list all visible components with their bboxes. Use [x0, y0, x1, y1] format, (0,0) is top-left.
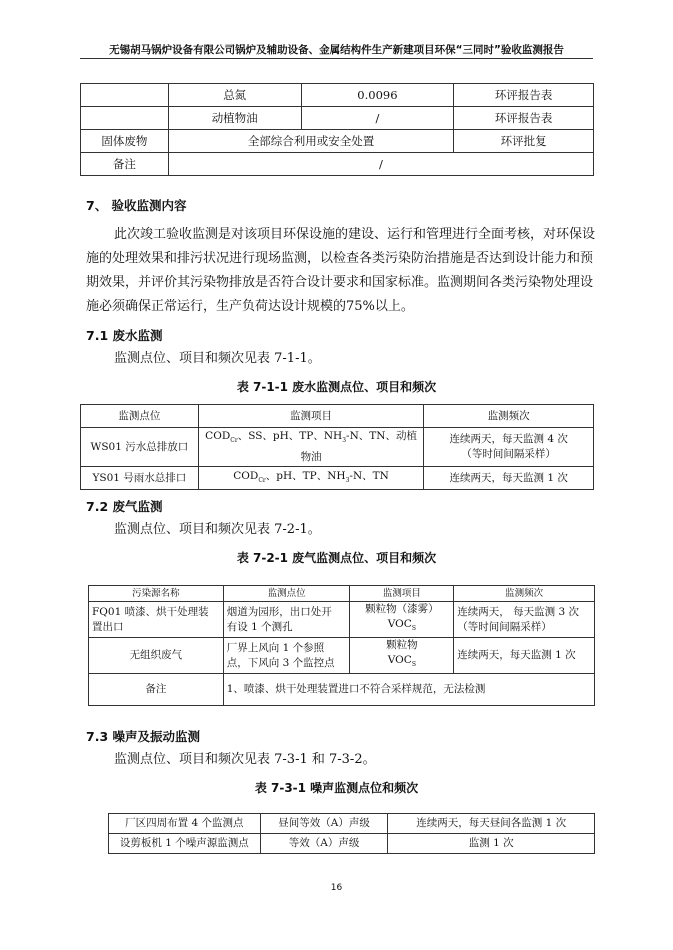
- table-row: [109, 814, 595, 834]
- page-header: 无锡胡马锅炉设备有限公司锅炉及辅助设备、金属结构件生产新建项目环保“三同时”验收监测报告: [109, 44, 564, 56]
- section-7-paragraph: 此次竣工验收监测是对该项目环保设施的建设、运行和管理进行全面考核，对环保设施的处理效果和排污状况进行现场监测，以检查各类污染防治措施是否达到设计能力和预期效果，并评价其污染物排放是否符合设计要求和国家标准。监测期间各类污染物处理设施必须确保正常运行，生产负荷达设计规模的75%以上。: [86, 227, 596, 314]
- table-header-row: [89, 586, 595, 602]
- exhaust-gas-monitoring-table: [88, 585, 595, 706]
- table-cell: 备注: [81, 153, 169, 176]
- remark-label: 备注: [89, 674, 224, 706]
- remark-text: 1、喷漆、烘干处理装置进口不符合采样规范，无法检测: [223, 674, 594, 706]
- page-number: 16: [330, 883, 343, 893]
- monitoring-frequency: 连续两天，每天昼间各监测 1 次: [388, 814, 595, 834]
- section-7-1-heading: 7.1 废水监测: [86, 328, 163, 343]
- monitoring-point: 烟道为园形，出口处开 有设 1 个测孔: [223, 602, 350, 638]
- table-row: [81, 153, 594, 176]
- table-row: [89, 602, 595, 638]
- table-cell: 环评报告表: [454, 107, 594, 130]
- section-7-1-intro: 监测点位、项目和频次见表 7-1-1。: [114, 351, 321, 366]
- section-7-heading: 7、 验收监测内容: [86, 198, 187, 213]
- table-cell: 环评批复: [454, 130, 594, 153]
- monitoring-point: YS01 号雨水总排口: [81, 467, 199, 490]
- table-header-row: [81, 405, 594, 428]
- header-cell: 监测频次: [424, 405, 594, 428]
- header-cell: 监测频次: [454, 586, 595, 602]
- monitoring-items: 昼间等效（A）声级: [260, 814, 388, 834]
- pollution-source: FQ01 喷漆、烘干处理装 置出口: [89, 602, 224, 638]
- table-row: [81, 84, 594, 107]
- section-7-2-intro: 监测点位、项目和频次见表 7-2-1。: [114, 522, 321, 537]
- table-row: [81, 428, 594, 467]
- monitoring-items: $COD_{Cr}$、pH、TP、$NH_3-N$、TN: [198, 467, 424, 490]
- header-rule: [80, 58, 593, 59]
- table-row: [81, 107, 594, 130]
- header-cell: 监测项目: [350, 586, 454, 602]
- pollution-source: 无组织废气: [89, 638, 224, 674]
- monitoring-items: 等效（A）声级: [260, 834, 388, 854]
- header-cell: 监测项目: [198, 405, 424, 428]
- monitoring-frequency: 连续两天，每天监测 1 次: [424, 467, 594, 490]
- table-cell: [81, 84, 169, 107]
- table-7-2-1-caption: 表 7-2-1 废气监测点位、项目和频次: [236, 551, 437, 565]
- table-cell: 全部综合利用或安全处置: [168, 130, 453, 153]
- monitoring-items: 颗粒物 $VOC_S$: [350, 638, 454, 674]
- monitoring-point: 设剪板机 1 个噪声源监测点: [109, 834, 261, 854]
- header-cell: 监测点位: [81, 405, 199, 428]
- monitoring-items: 颗粒物（漆雾） $VOC_S$: [350, 602, 454, 638]
- monitoring-frequency: 连续两天，每天监测 1 次: [454, 638, 595, 674]
- table-cell: 动植物油: [168, 107, 301, 130]
- monitoring-point: WS01 污水总排放口: [81, 428, 199, 467]
- monitoring-frequency: 监测 1 次: [388, 834, 595, 854]
- noise-monitoring-table: [108, 813, 595, 854]
- table-row: [81, 130, 594, 153]
- monitoring-items: $COD_{Cr}$、SS、pH、TP、$NH_3-N$、TN、动植物油: [198, 428, 424, 467]
- section-7-3-intro: 监测点位、项目和频次见表 7-3-1 和 7-3-2。: [114, 752, 376, 767]
- monitoring-point: 厂区四周布置 4 个监测点: [109, 814, 261, 834]
- table-cell: 0.0096: [301, 84, 454, 107]
- table-row: [89, 638, 595, 674]
- section-7-2-heading: 7.2 废气监测: [86, 499, 163, 514]
- monitoring-frequency: 连续两天，每天监测 4 次 （等时间间隔采样）: [424, 428, 594, 467]
- table-row: [81, 467, 594, 490]
- monitoring-point: 厂界上风向 1 个参照 点，下风向 3 个监控点: [223, 638, 350, 674]
- monitoring-frequency: 连续两天， 每天监测 3 次 （等时间间隔采样）: [454, 602, 595, 638]
- table-cell: 固体废物: [81, 130, 169, 153]
- header-cell: 监测点位: [223, 586, 350, 602]
- table-7-1-1-caption: 表 7-1-1 废水监测点位、项目和频次: [236, 380, 437, 394]
- table-cell: [81, 107, 169, 130]
- header-cell: 污染源名称: [89, 586, 224, 602]
- emission-summary-table: [80, 83, 594, 176]
- wastewater-monitoring-table: [80, 404, 594, 490]
- table-row: [89, 674, 595, 706]
- table-cell: /: [301, 107, 454, 130]
- table-row: [109, 834, 595, 854]
- table-cell: 环评报告表: [454, 84, 594, 107]
- table-7-3-1-caption: 表 7-3-1 噪声监测点位和频次: [254, 781, 419, 795]
- table-cell: 总氮: [168, 84, 301, 107]
- table-cell: /: [168, 153, 593, 176]
- section-7-3-heading: 7.3 噪声及振动监测: [86, 729, 200, 744]
